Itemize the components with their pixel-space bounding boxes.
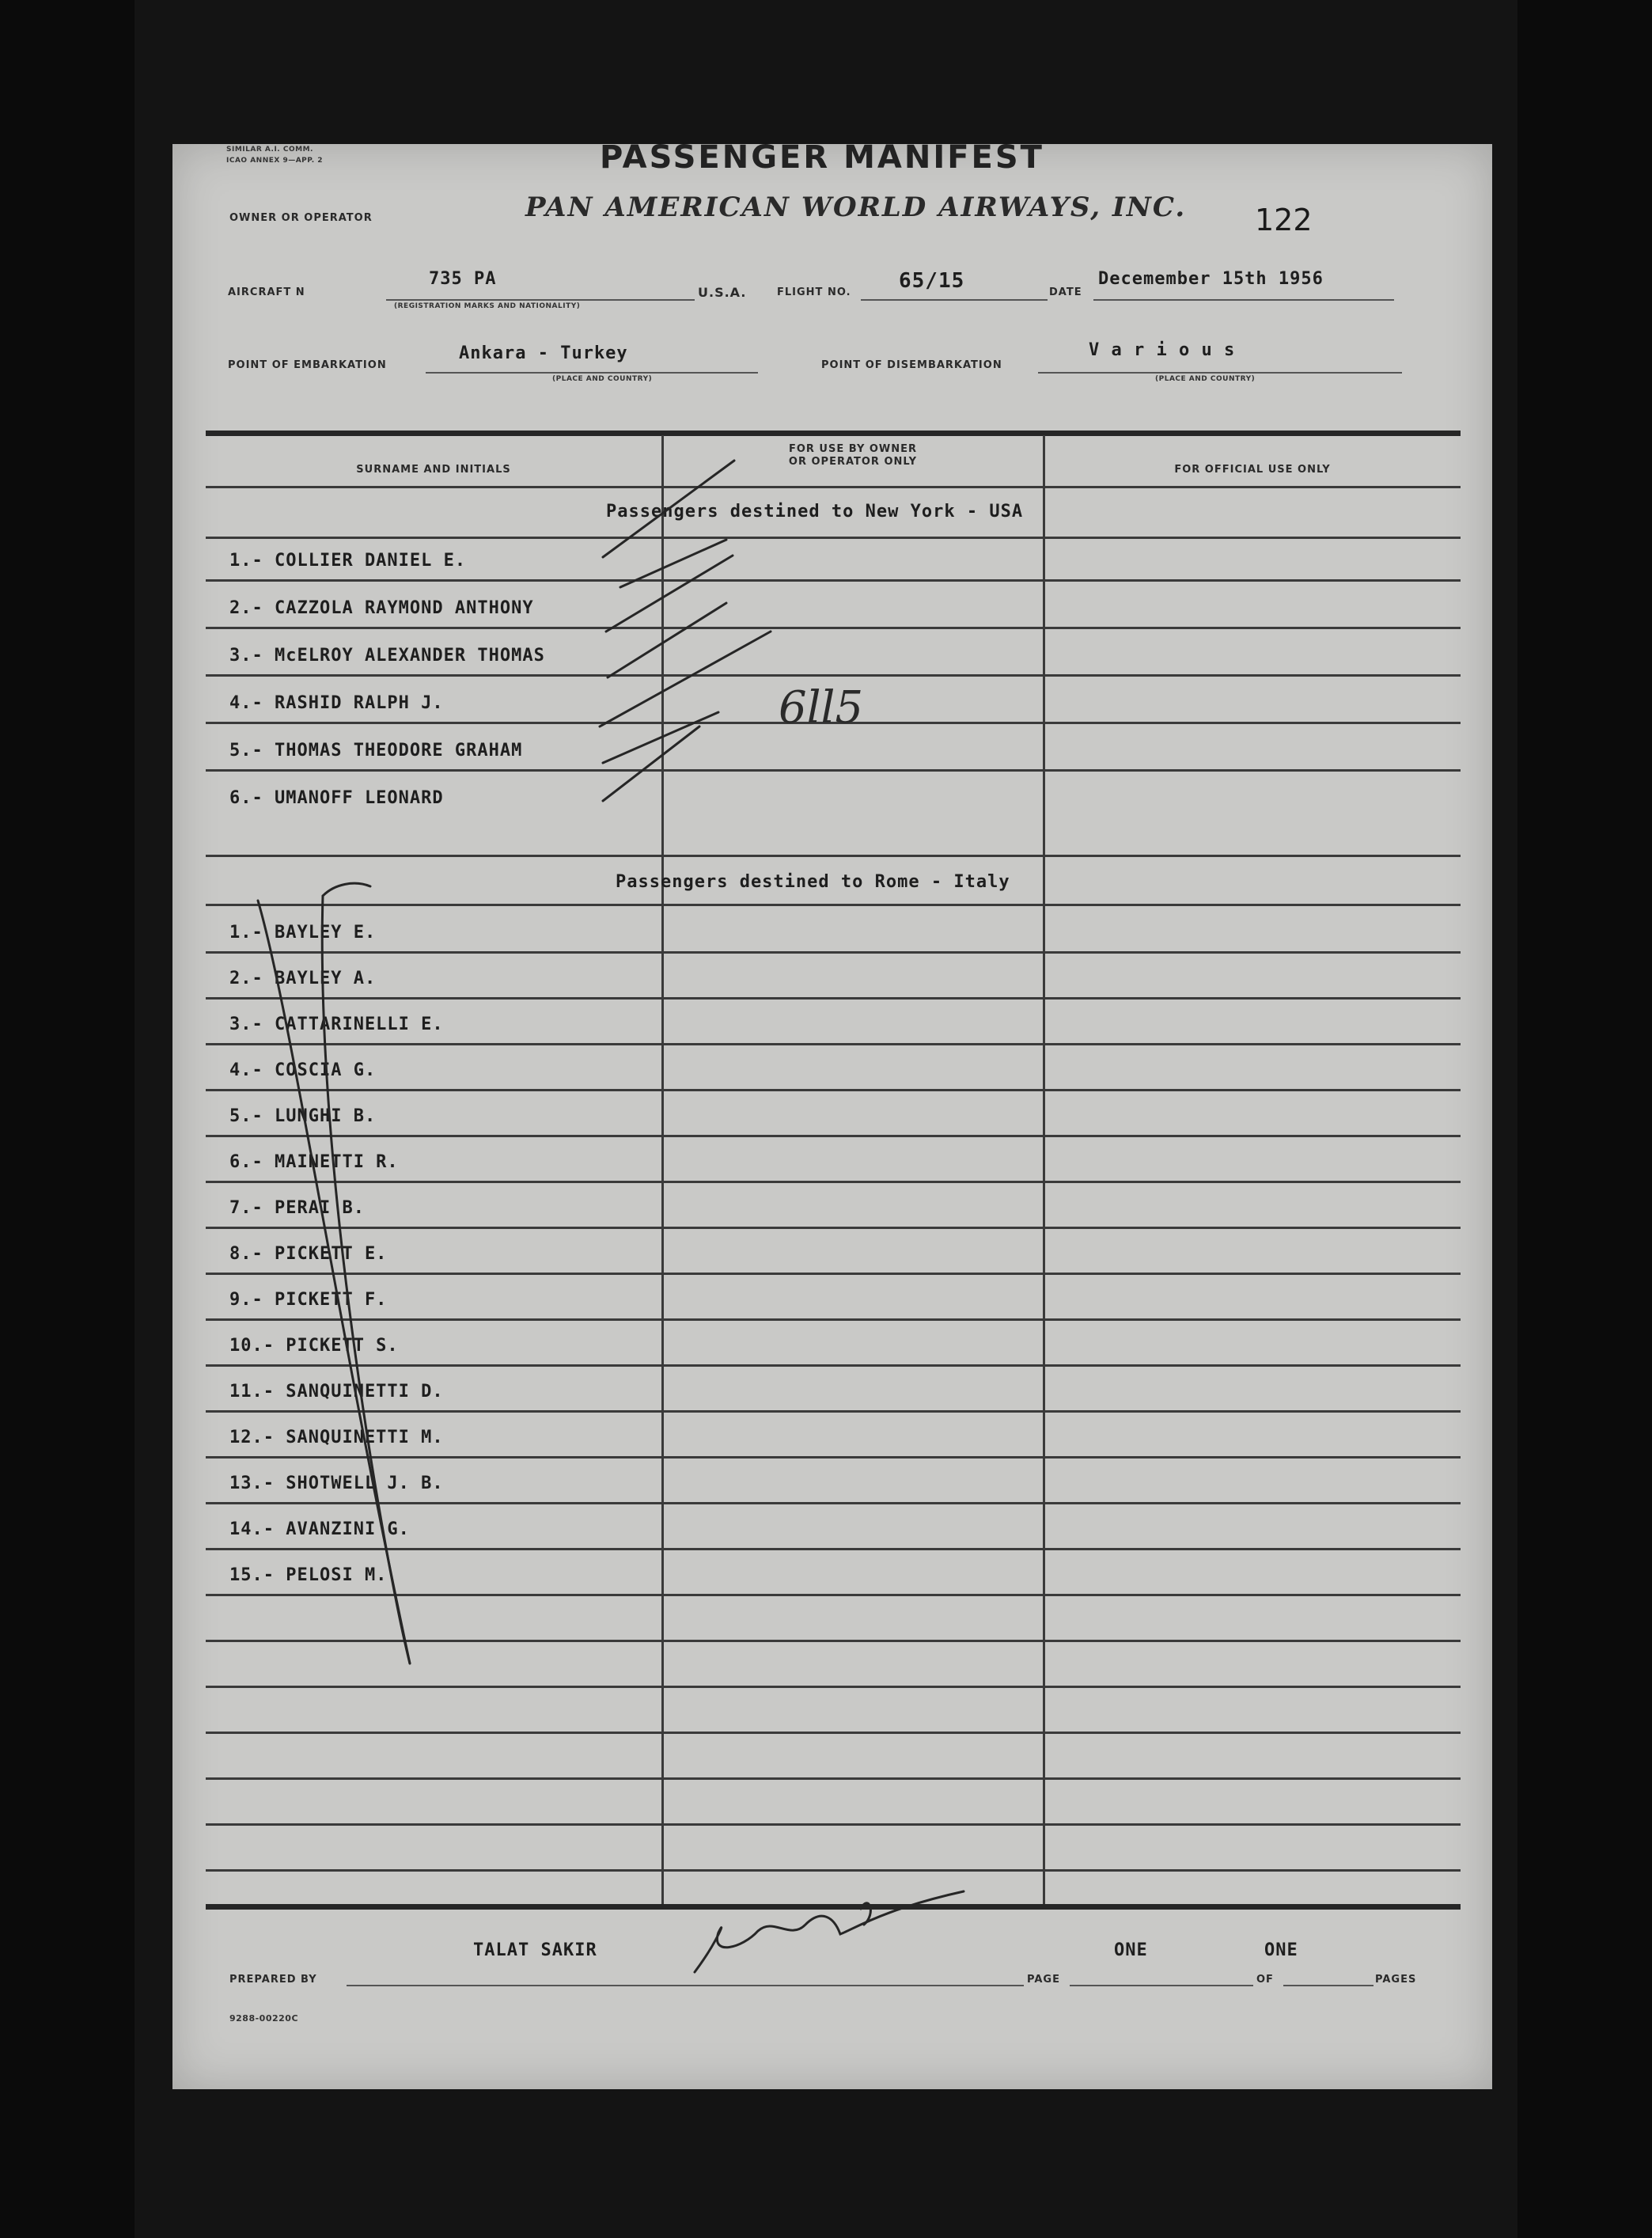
passenger-row: 3.- McELROY ALEXANDER THOMAS — [229, 646, 545, 666]
passenger-row: 1.- BAYLEY E. — [229, 923, 377, 943]
date-label: DATE — [1049, 286, 1082, 298]
aircraft-label: AIRCRAFT N — [228, 286, 305, 298]
form-id-line1: SIMILAR A.I. COMM. — [226, 146, 313, 154]
page-label: PAGE — [1027, 1974, 1060, 1986]
check-mark — [603, 461, 734, 557]
form-number: 9288-00220C — [229, 2013, 299, 2024]
passenger-row: 1.- COLLIER DANIEL E. — [229, 551, 467, 571]
prepared-by-value: TALAT SAKIR — [473, 1940, 597, 1960]
film-border-right — [1517, 0, 1652, 2238]
check-mark — [606, 556, 733, 632]
signature — [695, 1891, 964, 1972]
prepared-by-label: PREPARED BY — [229, 1974, 317, 1986]
disembarkation-value: V a r i o u s — [1089, 340, 1236, 360]
passenger-row: 6.- UMANOFF LEONARD — [229, 788, 444, 808]
handwritten-note: 6ll5 — [779, 682, 864, 734]
col-header-surname: SURNAME AND INITIALS — [356, 464, 511, 476]
of-label: OF — [1256, 1974, 1274, 1986]
embarkation-label: POINT OF EMBARKATION — [228, 359, 387, 371]
passenger-row: 6.- MAINETTI R. — [229, 1152, 399, 1172]
section-heading-rome: Passengers destined to Rome - Italy — [616, 872, 1010, 892]
passenger-row: 7.- PERAI B. — [229, 1198, 365, 1218]
owner-label: OWNER OR OPERATOR — [229, 212, 373, 224]
passenger-row: 15.- PELOSI M. — [229, 1565, 388, 1585]
section-heading-new-york: Passengers destined to New York - USA — [606, 502, 1024, 522]
handwritten-marks — [172, 144, 1492, 2089]
check-mark — [620, 540, 726, 587]
passenger-row: 11.- SANQUINETTI D. — [229, 1382, 444, 1402]
passenger-row: 8.- PICKETT E. — [229, 1244, 388, 1264]
pages-value: ONE — [1264, 1940, 1298, 1960]
disembarkation-label: POINT OF DISEMBARKATION — [821, 359, 1002, 371]
col-header-owner-line2: OR OPERATOR ONLY — [788, 456, 918, 468]
disembarkation-note: (PLACE AND COUNTRY) — [1155, 375, 1256, 383]
aircraft-note: (REGISTRATION MARKS AND NATIONALITY) — [394, 302, 581, 310]
passenger-row: 9.- PICKETT F. — [229, 1290, 388, 1310]
page-stamp: 122 — [1255, 203, 1313, 237]
flight-value: 65/15 — [899, 269, 965, 293]
film-border-left — [0, 0, 135, 2238]
passenger-row: 14.- AVANZINI G. — [229, 1519, 410, 1539]
document-title: PASSENGER MANIFEST — [600, 139, 1044, 176]
nationality-value: U.S.A. — [698, 285, 747, 300]
col-header-owner-line1: FOR USE BY OWNER — [788, 443, 918, 455]
manifest-document — [172, 139, 1492, 2089]
passenger-row: 2.- CAZZOLA RAYMOND ANTHONY — [229, 598, 534, 618]
form-id-line2: ICAO ANNEX 9—APP. 2 — [226, 157, 324, 165]
date-value: Decemember 15th 1956 — [1098, 269, 1324, 289]
check-mark — [323, 883, 370, 896]
check-mark — [600, 632, 771, 726]
passenger-row: 3.- CATTARINELLI E. — [229, 1015, 444, 1034]
pages-label: PAGES — [1375, 1974, 1417, 1986]
passenger-row: 5.- THOMAS THEODORE GRAHAM — [229, 741, 523, 761]
passenger-row: 13.- SHOTWELL J. B. — [229, 1474, 444, 1493]
passenger-row: 2.- BAYLEY A. — [229, 969, 377, 988]
embarkation-note: (PLACE AND COUNTRY) — [552, 375, 653, 383]
passenger-row: 12.- SANQUINETTI M. — [229, 1428, 444, 1447]
flight-label: FLIGHT NO. — [777, 286, 851, 298]
page-value: ONE — [1114, 1940, 1148, 1960]
passenger-row: 5.- LUNGHI B. — [229, 1106, 377, 1126]
passenger-row: 4.- COSCIA G. — [229, 1060, 377, 1080]
check-mark — [603, 726, 699, 801]
passenger-row: 4.- RASHID RALPH J. — [229, 693, 444, 713]
embarkation-value: Ankara - Turkey — [459, 343, 628, 363]
col-header-official: FOR OFFICIAL USE ONLY — [1174, 464, 1331, 476]
owner-value: PAN AMERICAN WORLD AIRWAYS, INC. — [525, 192, 1187, 223]
aircraft-value: 735 PA — [429, 269, 497, 289]
passenger-row: 10.- PICKETT S. — [229, 1336, 399, 1356]
